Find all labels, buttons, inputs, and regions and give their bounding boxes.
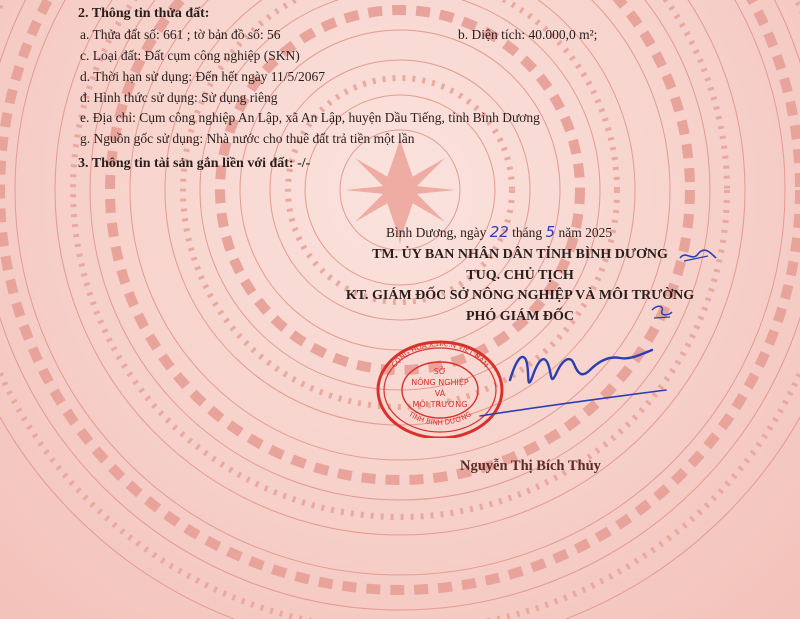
authority-line-1: TM. ỦY BAN NHÂN DÂN TỈNH BÌNH DƯƠNG bbox=[372, 247, 668, 262]
land-type: c. Loại đất: Đất cụm công nghiệp (SKN) bbox=[80, 48, 300, 63]
date-line bbox=[386, 223, 612, 241]
initial-mark-2-icon bbox=[648, 302, 676, 322]
svg-text:TỈNH BÌNH DƯƠNG: TỈNH BÌNH DƯƠNG bbox=[407, 410, 473, 427]
svg-text:CỘNG HÒA X.H.C.N VIỆT NAM: CỘNG HÒA X.H.C.N VIỆT NAM bbox=[390, 339, 490, 370]
asset-info-heading: 3. Thông tin tài sản gắn liền với đất: -/- bbox=[78, 156, 311, 171]
svg-text:VÀ: VÀ bbox=[434, 389, 446, 398]
date-month-label: tháng bbox=[512, 225, 543, 240]
usage-term: d. Thời hạn sử dụng: Đến hết ngày 11/5/2067 bbox=[80, 69, 326, 84]
date-day-handwritten: 22 bbox=[489, 223, 509, 241]
land-address: e. Địa chỉ: Cụm công nghiệp An Lập, xã An Lập, huyện Dầu Tiếng, tỉnh Bình Dương bbox=[80, 110, 540, 125]
svg-text:NÔNG NGHIỆP: NÔNG NGHIỆP bbox=[411, 378, 469, 387]
usage-form: đ. Hình thức sử dụng: Sử dụng riêng bbox=[80, 90, 278, 105]
date-month-handwritten: 5 bbox=[545, 223, 556, 241]
svg-text:SỞ: SỞ bbox=[433, 367, 447, 376]
land-info-heading: 2. Thông tin thửa đất: bbox=[78, 6, 210, 21]
date-year: năm 2025 bbox=[558, 225, 613, 240]
handwritten-signature-icon bbox=[470, 330, 670, 420]
authority-line-2: TUQ. CHỦ TỊCH bbox=[466, 268, 574, 283]
svg-text:MÔI TRƯỜNG: MÔI TRƯỜNG bbox=[412, 400, 468, 409]
land-area: b. Diện tích: 40.000,0 m²; bbox=[458, 27, 598, 42]
authority-line-4: PHÓ GIÁM ĐỐC bbox=[465, 309, 575, 324]
land-origin: g. Nguồn gốc sử dụng: Nhà nước cho thuê đất trả tiền một lần bbox=[80, 131, 415, 146]
date-prefix: Bình Dương, ngày bbox=[386, 225, 487, 240]
parcel-number: a. Thửa đất số: 661 ; tờ bản đồ số: 56 bbox=[80, 27, 281, 42]
signer-name: Nguyễn Thị Bích Thủy bbox=[460, 458, 601, 474]
authority-line-3: KT. GIÁM ĐỐC SỞ NÔNG NGHIỆP VÀ MÔI TRƯỜNG bbox=[345, 288, 695, 303]
initial-mark-icon bbox=[678, 246, 718, 266]
